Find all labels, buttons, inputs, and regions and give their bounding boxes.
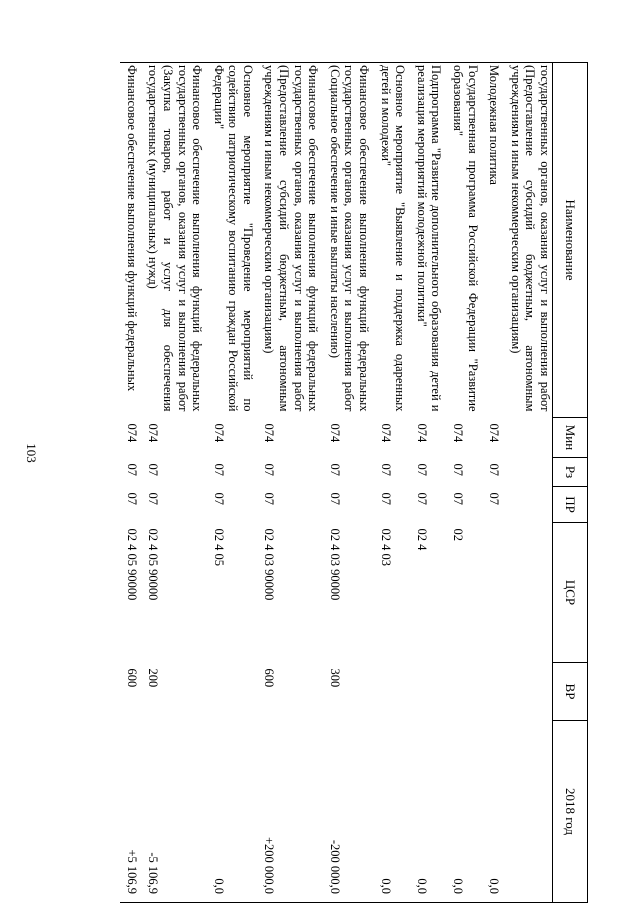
budget-table bbox=[120, 62, 588, 903]
row-rz: 07 bbox=[211, 463, 226, 476]
table-row bbox=[258, 63, 323, 903]
row-min: 074 bbox=[378, 423, 393, 443]
header-name: Наименование bbox=[553, 63, 588, 418]
row-pr: 07 bbox=[414, 492, 429, 505]
row-amount: 0,0 bbox=[483, 721, 505, 903]
table-row bbox=[483, 63, 505, 903]
row-csr: 02 4 03 bbox=[378, 528, 393, 566]
table-header-row bbox=[553, 63, 588, 903]
row-rz: 07 bbox=[124, 463, 139, 476]
row-name: государственных органов, оказания услуг и выполнения работ (Предоставление субсидий бюджетным, автономным учреждениям и иным некоммерческим организациям) bbox=[504, 63, 552, 418]
row-min: 074 bbox=[211, 423, 226, 443]
table-row bbox=[142, 63, 207, 903]
header-vr: ВР bbox=[553, 663, 588, 721]
table-row bbox=[374, 63, 410, 903]
row-vr bbox=[446, 663, 482, 721]
row-vr bbox=[410, 663, 446, 721]
row-pr: 07 bbox=[124, 492, 139, 505]
row-min: 074 bbox=[262, 423, 277, 443]
row-rz: 07 bbox=[487, 463, 502, 476]
row-csr: 02 4 03 90000 bbox=[327, 528, 342, 601]
row-pr: 07 bbox=[262, 492, 277, 505]
row-name: Государственная программа Российской Федерации "Развитие образования" bbox=[446, 63, 482, 418]
header-min: Мин bbox=[553, 418, 588, 458]
row-min: 074 bbox=[327, 423, 342, 443]
row-rz: 07 bbox=[146, 463, 161, 476]
row-amount: 0,0 bbox=[410, 721, 446, 903]
row-vr: 600 bbox=[262, 668, 277, 688]
row-name: Финансовое обеспечение выполнения функций федеральных bbox=[120, 63, 142, 418]
row-amount bbox=[504, 721, 552, 903]
row-pr bbox=[504, 487, 552, 523]
row-csr: 02 bbox=[451, 528, 466, 541]
page-number: 103 bbox=[24, 443, 39, 463]
row-amount: -5 106,9 bbox=[142, 721, 207, 903]
row-csr: 02 4 05 90000 bbox=[124, 528, 139, 601]
row-name: Подпрограмма "Развитие дополнительного образования детей и реализация мероприятий молодежной политики" bbox=[410, 63, 446, 418]
row-name: Основное мероприятие "Проведение мероприятий по содействию патриотическому воспитанию граждан Российской Федерации" bbox=[207, 63, 258, 418]
table-row bbox=[504, 63, 552, 903]
row-pr: 07 bbox=[327, 492, 342, 505]
row-min: 074 bbox=[451, 423, 466, 443]
table-row bbox=[323, 63, 374, 903]
header-pr: ПР bbox=[553, 487, 588, 523]
row-csr: 02 4 03 90000 bbox=[262, 528, 277, 601]
row-amount: +200 000,0 bbox=[258, 721, 323, 903]
row-vr bbox=[207, 663, 258, 721]
row-name: Молодежная политика bbox=[483, 63, 505, 418]
row-csr bbox=[483, 523, 505, 663]
header-rz: Рз bbox=[553, 458, 588, 487]
row-pr: 07 bbox=[451, 492, 466, 505]
row-amount: -200 000,0 bbox=[323, 721, 374, 903]
table-row bbox=[120, 63, 142, 903]
row-rz bbox=[504, 458, 552, 487]
row-pr: 07 bbox=[146, 492, 161, 505]
row-vr bbox=[504, 663, 552, 721]
row-rz: 07 bbox=[451, 463, 466, 476]
row-name: Основное мероприятие "Выявление и поддержка одаренных детей и молодежи" bbox=[374, 63, 410, 418]
table-row bbox=[207, 63, 258, 903]
row-pr: 07 bbox=[487, 492, 502, 505]
row-vr bbox=[483, 663, 505, 721]
row-amount: 0,0 bbox=[446, 721, 482, 903]
row-rz: 07 bbox=[414, 463, 429, 476]
row-min bbox=[504, 418, 552, 458]
row-vr bbox=[374, 663, 410, 721]
table-row bbox=[446, 63, 482, 903]
row-csr bbox=[504, 523, 552, 663]
row-pr: 07 bbox=[378, 492, 393, 505]
row-name: Финансовое обеспечение выполнения функций федеральных государственных органов, оказания услуг и выполнения работ (Социальное обеспечение и иные выплаты населению) bbox=[323, 63, 374, 418]
table-row bbox=[410, 63, 446, 903]
row-amount: 0,0 bbox=[374, 721, 410, 903]
row-pr: 07 bbox=[211, 492, 226, 505]
row-vr: 300 bbox=[327, 668, 342, 688]
row-rz: 07 bbox=[327, 463, 342, 476]
row-min: 074 bbox=[487, 423, 502, 443]
row-rz: 07 bbox=[378, 463, 393, 476]
row-vr: 200 bbox=[146, 668, 161, 688]
row-csr: 02 4 05 bbox=[211, 528, 226, 566]
header-amount-2018: 2018 год bbox=[553, 721, 588, 903]
row-csr: 02 4 05 90000 bbox=[146, 528, 161, 601]
rotated-page-content bbox=[52, 62, 588, 902]
row-csr: 02 4 bbox=[414, 528, 429, 551]
row-amount: 0,0 bbox=[207, 721, 258, 903]
header-csr: ЦСР bbox=[553, 523, 588, 663]
row-amount: +5 106,9 bbox=[120, 721, 142, 903]
row-name: Финансовое обеспечение выполнения функций федеральных государственных органов, оказания услуг и выполнения работ (Предоставление субсидий бюджетным, автономным учреждениям и иным некоммерческим организациям) bbox=[258, 63, 323, 418]
row-vr: 600 bbox=[124, 668, 139, 688]
row-name: Финансовое обеспечение выполнения функций федеральных государственных органов, оказания услуг и выполнения работ (Закупка товаров, работ и услуг для обеспечения государственных (муниципальных) нужд) bbox=[142, 63, 207, 418]
row-min: 074 bbox=[146, 423, 161, 443]
row-rz: 07 bbox=[262, 463, 277, 476]
row-min: 074 bbox=[124, 423, 139, 443]
row-min: 074 bbox=[414, 423, 429, 443]
